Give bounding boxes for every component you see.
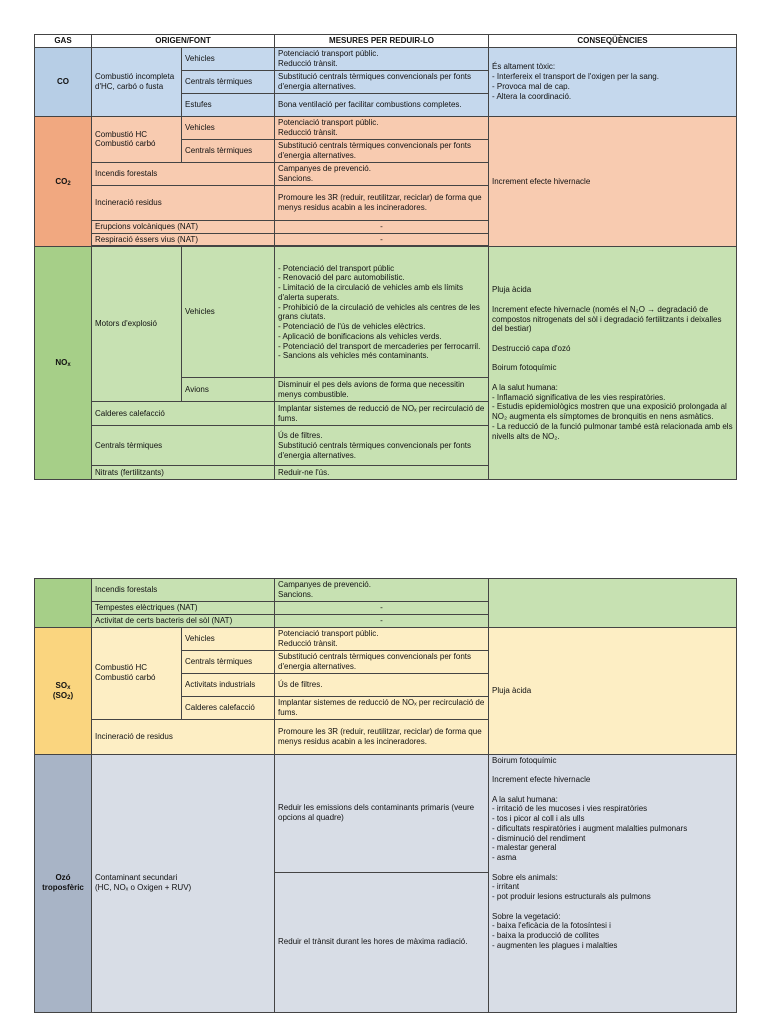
o3-measure-traffic: Reduir el trànsit durant les hores de màxima radiació. — [275, 872, 489, 1012]
gas-nox: $NO_x$ — [35, 247, 92, 480]
co2-incineration: Incineració residus — [92, 185, 275, 220]
nox-cont-bacteria-measure: - — [275, 614, 489, 627]
co2-volcanic: Erupcions volcàniques (NAT) — [92, 220, 275, 233]
header-gas: GAS — [35, 35, 92, 48]
so2-measure-boilers: Implantar sistemes de reducció de NOₓ per recirculació de fums. — [275, 696, 489, 719]
co-measure-plants: Substitució centrals tèrmiques convencionals per fonts d'energia alternatives. — [275, 70, 489, 93]
so2-measure-industry: Ús de filtres. — [275, 673, 489, 696]
nox-boilers-measure: Implantar sistemes de reducció de NOₓ per recirculació de fums. — [275, 402, 489, 426]
co2-fires-measure: Campanyes de prevenció. Sancions. — [275, 162, 489, 185]
so2-source-boilers: Calderes calefacció — [182, 696, 275, 719]
co2-volcanic-measure: - — [275, 220, 489, 233]
co-row-vehicles — [35, 47, 737, 70]
nox-vehicles: Vehicles — [182, 247, 275, 378]
nox-cont-storms-measure: - — [275, 602, 489, 615]
co2-incineration-measure: Promoure les 3R (reduir, reutilitzar, reciclar) de forma que menys residus acabin a les incineradores. — [275, 185, 489, 220]
nox-row-vehicles — [35, 247, 737, 378]
so2-source-vehicles: Vehicles — [182, 627, 275, 650]
gas-ozone: Ozó troposfèric — [35, 754, 92, 1012]
co2-fires: Incendis forestals — [92, 162, 275, 185]
co-measure-stoves: Bona ventilació per facilitar combustions completes. — [275, 93, 489, 116]
so2-incineration: Incineració de residus — [92, 719, 275, 754]
co2-row-vehicles — [35, 116, 737, 139]
nox-cont-fires-measure: Campanyes de prevenció. Sancions. — [275, 579, 489, 602]
header-measures: MESURES PER REDUIR-LO — [275, 35, 489, 48]
o3-consequences: Boirum fotoquímic Increment efecte hivernacle A la salut humana: - irritació de les mucoses i vies respiratòries - tos i picor al coll i als ulls - dificultats respiratòries i augment malalties pulmonars - disminució del rendiment - malestar general - asma Sobre els animals: - irritant - pot produir lesions estructurals als pulmons Sobre la vegetació: - baixa l'eficàcia de la fotosíntesi i - baixa la producció de collites - augmenten les plagues i malalties — [489, 754, 737, 1012]
so2-measure-plants: Substitució centrals tèrmiques convencionals per fonts d'energia alternatives. — [275, 650, 489, 673]
co-source-plants: Centrals tèrmiques — [182, 70, 275, 93]
co-source-vehicles: Vehicles — [182, 47, 275, 70]
co2-source-plants: Centrals tèrmiques — [182, 139, 275, 162]
gas-nox-continued — [35, 579, 92, 628]
so2-source-industry: Activitats industrials — [182, 673, 275, 696]
nox-plants-measure: Ús de filtres. Substitució centrals tèrmiques convencionals per fonts d'energia alternatives. — [275, 426, 489, 466]
header-consequences: CONSEQÜÈNCIES — [489, 35, 737, 48]
header-row — [35, 35, 737, 48]
co-measure-vehicles: Potenciació transport públic. Reducció trànsit. — [275, 47, 489, 70]
co2-source-vehicles: Vehicles — [182, 116, 275, 139]
nox-nitrates-measure: Reduir-ne l'ús. — [275, 466, 489, 480]
co2-measure-plants: Substitució centrals tèrmiques convencionals per fonts d'energia alternatives. — [275, 139, 489, 162]
gas-co: CO — [35, 47, 92, 116]
nox-nitrates: Nitrats (fertilitzants) — [92, 466, 275, 480]
pollutants-table-top — [34, 34, 737, 480]
nox-cont-consequences — [489, 579, 737, 628]
so2-measure-vehicles: Potenciació transport públic. Reducció trànsit. — [275, 627, 489, 650]
o3-origin: Contaminant secundari (HC, NOₓ o Oxigen + RUV) — [92, 754, 275, 1012]
co2-consequences: Increment efecte hivernacle — [489, 116, 737, 247]
co2-measure-vehicles: Potenciació transport públic. Reducció trànsit. — [275, 116, 489, 139]
so2-origin: Combustió HC Combustió carbó — [92, 627, 182, 719]
gas-so2: $SO_x$ $(SO_2)$ — [35, 627, 92, 754]
nox-cont-bacteria: Activitat de certs bacteris del sòl (NAT) — [92, 614, 275, 627]
co2-respiration: Respiració éssers vius (NAT) — [92, 233, 275, 246]
nox-cont-row-fires — [35, 579, 737, 602]
o3-measure-primary: Reduir les emissions dels contaminants primaris (veure opcions al quadre) — [275, 754, 489, 872]
gas-co2: $CO_2$ — [35, 116, 92, 247]
nox-engines: Motors d'explosió — [92, 247, 182, 402]
so2-consequences: Pluja àcida — [489, 627, 737, 754]
nox-planes: Avions — [182, 378, 275, 402]
nox-cont-fires: Incendis forestals — [92, 579, 275, 602]
nox-plants: Centrals tèrmiques — [92, 426, 275, 466]
nox-cont-storms: Tempestes elèctriques (NAT) — [92, 602, 275, 615]
so2-source-plants: Centrals tèrmiques — [182, 650, 275, 673]
nox-consequences: Pluja àcida Increment efecte hivernacle (només el N₂O → degradació de compostos nitrogenats del sòl i degradació fertilitzants i deixalles del bestiar) Destrucció capa d'ozó Boirum fotoquímic A la salut humana: - Inflamació significativa de les vies respiratòries. - Estudis epidemiològics mostren que una exposició prolongada al NO₂ augmenta els símptomes de bronquitis en nens asmàtics. - La reducció de la funció pulmonar també està relacionada amb els nivells alts de NO₂. — [489, 247, 737, 480]
co-origin: Combustió incompleta d'HC, carbó o fusta — [92, 47, 182, 116]
nox-planes-measure: Disminuir el pes dels avions de forma que necessitin menys combustible. — [275, 378, 489, 402]
so2-row-vehicles — [35, 627, 737, 650]
header-origin: ORIGEN/FONT — [92, 35, 275, 48]
so2-incineration-measure: Promoure les 3R (reduir, reutilitzar, reciclar) de forma que menys residus acabin a les incineradores. — [275, 719, 489, 754]
o3-row-1 — [35, 754, 737, 872]
pollutants-table-bottom — [34, 578, 737, 1013]
co-source-stoves: Estufes — [182, 93, 275, 116]
co2-origin: Combustió HC Combustió carbó — [92, 116, 182, 162]
nox-boilers: Calderes calefacció — [92, 402, 275, 426]
nox-vehicles-measure: - Potenciació del transport públic - Renovació del parc automobilístic. - Limitació de la circulació de vehicles amb els límits d'alerta superats. - Prohibició de la circulació de vehicles als centres de les grans ciutats. - Potenciació de l'ús de vehicles elèctrics. - Aplicació de bonificacions als vehicles verds. - Potenciació del transport de mercaderies per ferrocarril. - Sancions als vehicles més contaminants. — [275, 247, 489, 378]
co2-respiration-measure: - — [275, 233, 489, 246]
co-consequences: És altament tòxic: - Interfereix el transport de l'oxigen per la sang. - Provoca mal de cap. - Altera la coordinació. — [489, 47, 737, 116]
